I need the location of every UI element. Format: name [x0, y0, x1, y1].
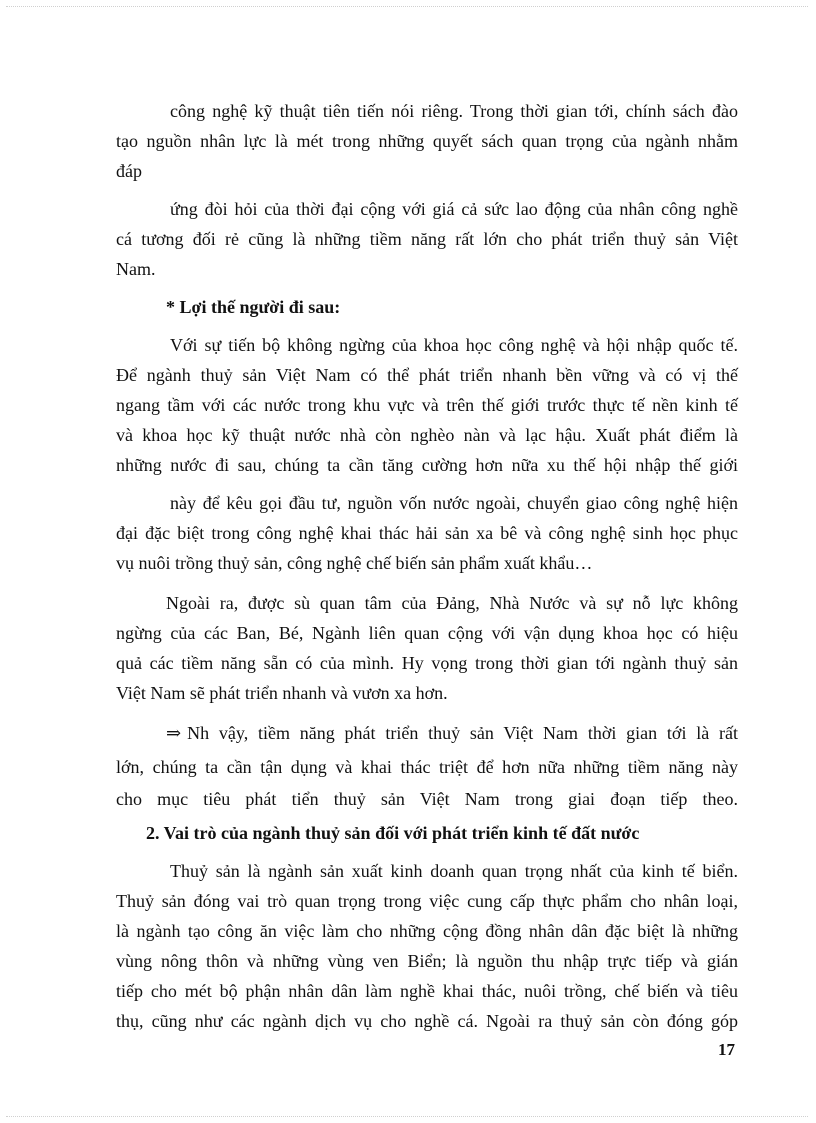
text-line: tạo nguồn nhân lực là mét trong những quyết sách quan trọng của ngành nhằm — [116, 131, 738, 151]
text-line: Thuỷ sản là ngành sản xuất kinh doanh quan trọng nhất của kinh tế biển. — [170, 861, 738, 881]
text-line: công nghệ kỹ thuật tiên tiến nói riêng. Trong thời gian tới, chính sách đào — [170, 101, 738, 121]
text-line: này để kêu gọi đầu tư, nguồn vốn nước ngoài, chuyển giao công nghệ hiện — [170, 493, 738, 513]
text-line: đáp — [116, 161, 142, 181]
text-line: Nh vậy, tiềm năng phát triển thuỷ sản Việt Nam thời gian tới là rất — [187, 723, 738, 743]
text-line: Việt Nam sẽ phát triển nhanh và vươn xa hơn. — [116, 683, 448, 703]
double-arrow-icon: ⇒ — [166, 723, 182, 743]
text-line: là ngành tạo công ăn việc làm cho những cộng đồng nhân dân đặc biệt là những — [116, 921, 738, 941]
text-line: ngang tầm với các nước trong khu vực và trên thế giới trước thực tế nền kinh tế — [116, 395, 738, 415]
text-line: lớn, chúng ta cần tận dụng và khai thác triệt để hơn nữa những tiềm năng này — [116, 757, 738, 777]
text-line: tiếp cho mét bộ phận nhân dân làm nghề khai thác, nuôi trồng, chế biến và tiêu — [116, 981, 738, 1001]
section-heading: * Lợi thế người đi sau: — [166, 297, 341, 317]
text-line: Với sự tiến bộ không ngừng của khoa học công nghệ và hội nhập quốc tế. — [170, 335, 738, 355]
text-line: Để ngành thuỷ sản Việt Nam có thể phát triển nhanh bền vững và có vị thế — [116, 365, 738, 385]
text-line: cá tương đối rẻ cũng là những tiềm năng rất lớn cho phát triển thuỷ sản Việt — [116, 229, 738, 249]
conclusion-line — [166, 722, 738, 744]
text-line: đại đặc biệt trong công nghệ khai thác hải sản xa bê và công nghệ sinh học phục — [116, 523, 738, 543]
text-line: và khoa học kỹ thuật nước nhà còn nghèo nàn và lạc hậu. Xuất phát điểm là — [116, 425, 738, 445]
text-line: Ngoài ra, được sù quan tâm của Đảng, Nhà Nước và sự nỗ lực không — [166, 593, 738, 613]
text-line: những nước đi sau, chúng ta cần tăng cường hơn nữa xu thế hội nhập thế giới — [116, 455, 738, 475]
text-line: cho mục tiêu phát tiển thuỷ sản Việt Nam trong giai đoạn tiếp theo. — [116, 789, 738, 809]
text-line: thụ, cũng như các ngành dịch vụ cho nghề cá. Ngoài ra thuỷ sản còn đóng góp — [116, 1011, 738, 1031]
text-line: quả các tiềm năng sẵn có của mình. Hy vọng trong thời gian tới ngành thuỷ sản — [116, 653, 738, 673]
page-number: 17 — [718, 1040, 735, 1059]
text-line: ứng đòi hỏi của thời đại cộng với giá cả sức lao động của nhân công nghề — [170, 199, 738, 219]
text-line: vụ nuôi trồng thuỷ sản, công nghệ chế biến sản phẩm xuất khẩu… — [116, 553, 593, 573]
text-line: ngừng của các Ban, Bé, Ngành liên quan cộng với vận dụng khoa học có hiệu — [116, 623, 738, 643]
text-line: Nam. — [116, 259, 156, 279]
section-heading: 2. Vai trò của ngành thuỷ sản đối với phát triển kinh tế đất nước — [146, 823, 640, 843]
text-line: Thuỷ sản đóng vai trò quan trọng trong việc cung cấp thực phẩm cho nhân loại, — [116, 891, 738, 911]
text-line: vùng nông thôn và những vùng ven Biển; là nguồn thu nhập trực tiếp và gián — [116, 951, 738, 971]
